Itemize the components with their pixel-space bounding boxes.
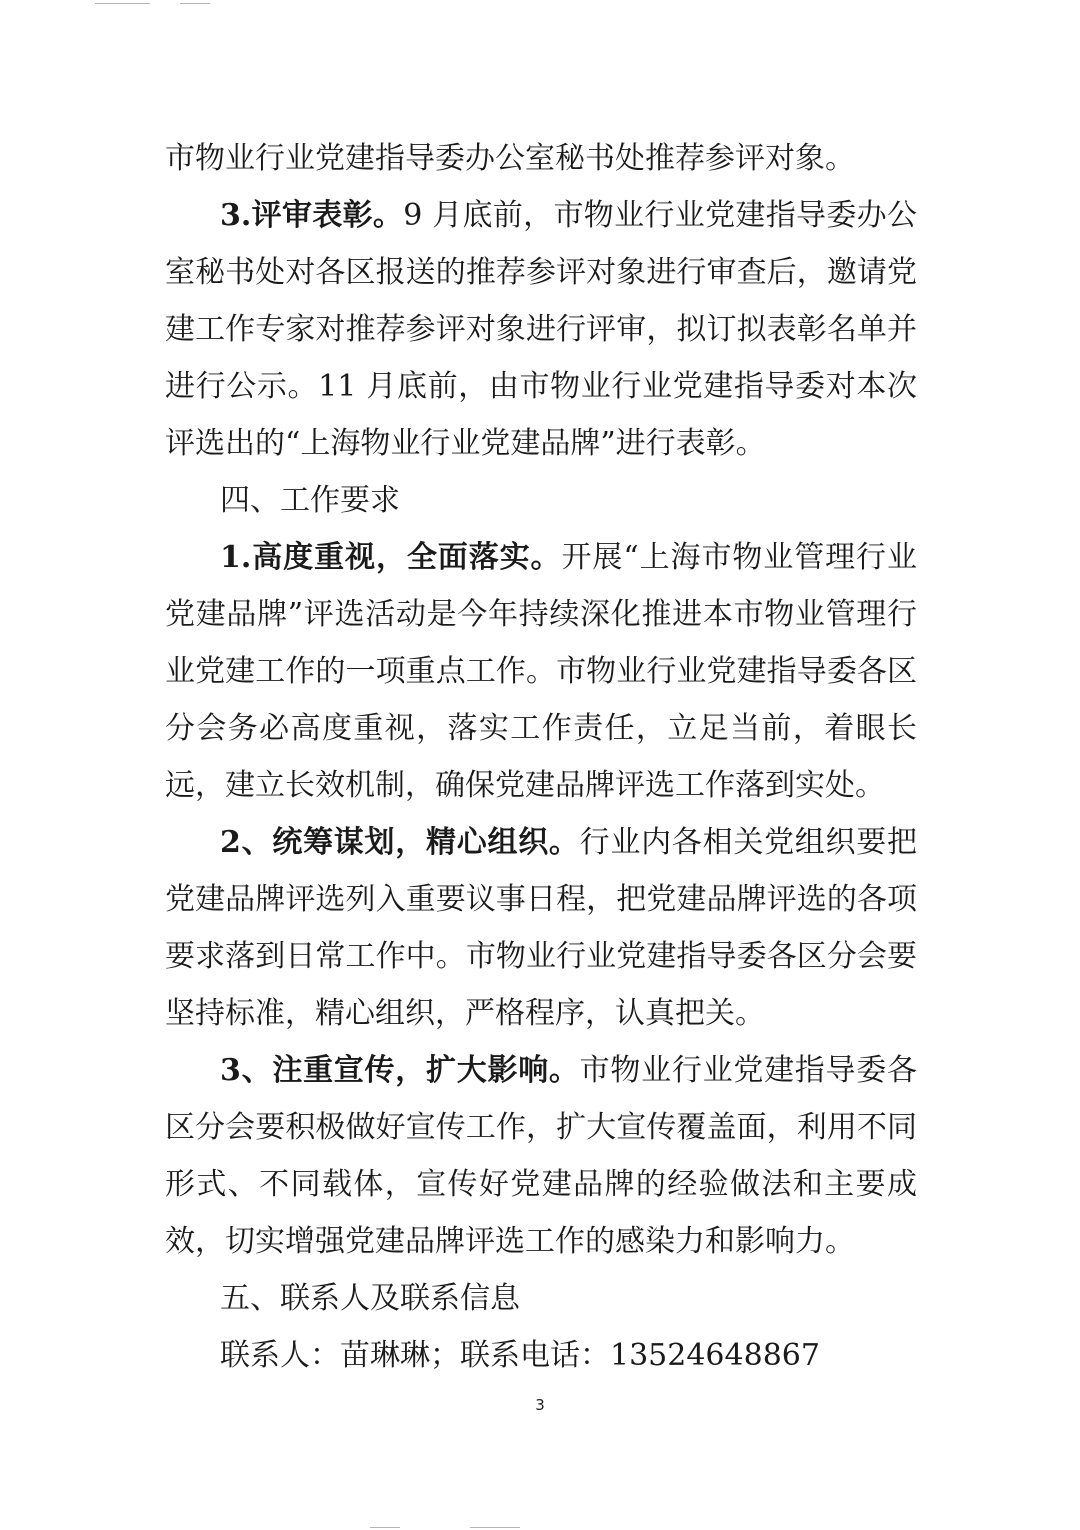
document-body [165, 130, 917, 1384]
paragraph-requirement-3 [165, 1042, 917, 1270]
section-heading-text: 四、工作要求 [220, 483, 400, 518]
scan-mark [95, 3, 150, 4]
contact-text: 联系人：苗琳琳；联系电话：13524648867 [220, 1338, 820, 1373]
scan-mark [180, 3, 210, 4]
paragraph-requirement-1 [165, 529, 917, 814]
paragraph-lead: 3、注重宣传，扩大影响。 [220, 1053, 580, 1088]
paragraph-requirement-2 [165, 814, 917, 1042]
page-number: 3 [535, 1396, 545, 1414]
scan-mark [370, 1527, 400, 1528]
paragraph-text: 行业内各相关党组织要把党建品牌评选列入重要议事日程，把党建品牌评选的各项要求落到日常工作中。市物业行业党建指导委各区分会要坚持标准，精心组织，严格程序，认真把关。 [165, 825, 918, 1031]
contact-line [165, 1327, 917, 1384]
paragraph-text: 市物业行业党建指导委办公室秘书处推荐参评对象。 [165, 141, 855, 176]
paragraph-text: 市物业行业党建指导委各区分会要积极做好宣传工作，扩大宣传覆盖面，利用不同形式、不同载体，宣传好党建品牌的经验做法和主要成效，切实增强党建品牌评选工作的感染力和影响力。 [165, 1053, 918, 1259]
section-heading-contact [165, 1270, 917, 1327]
section-heading-work-requirements [165, 472, 917, 529]
paragraph-lead: 2、统筹谋划，精心组织。 [220, 825, 580, 860]
section-heading-text: 五、联系人及联系信息 [220, 1281, 520, 1316]
scan-mark [470, 1527, 520, 1528]
paragraph-continuation [165, 130, 917, 187]
paragraph-review-commendation [165, 187, 917, 472]
paragraph-lead: 3.评审表彰。 [220, 198, 404, 233]
paragraph-text: 开展“上海市物业管理行业党建品牌”评选活动是今年持续深化推进本市物业管理行业党建工作的一项重点工作。市物业行业党建指导委各区分会务必高度重视，落实工作责任，立足当前，着眼长远，建立长效机制，确保党建品牌评选工作落到实处。 [165, 540, 917, 803]
paragraph-text: 9 月底前，市物业行业党建指导委办公室秘书处对各区报送的推荐参评对象进行审查后，邀请党建工作专家对推荐参评对象进行评审，拟订拟表彰名单并进行公示。11 月底前，由市物业行业党建指导委对本次评选出的“上海物业行业党建品牌”进行表彰。 [165, 198, 917, 461]
paragraph-lead: 1.高度重视，全面落实。 [220, 540, 562, 575]
